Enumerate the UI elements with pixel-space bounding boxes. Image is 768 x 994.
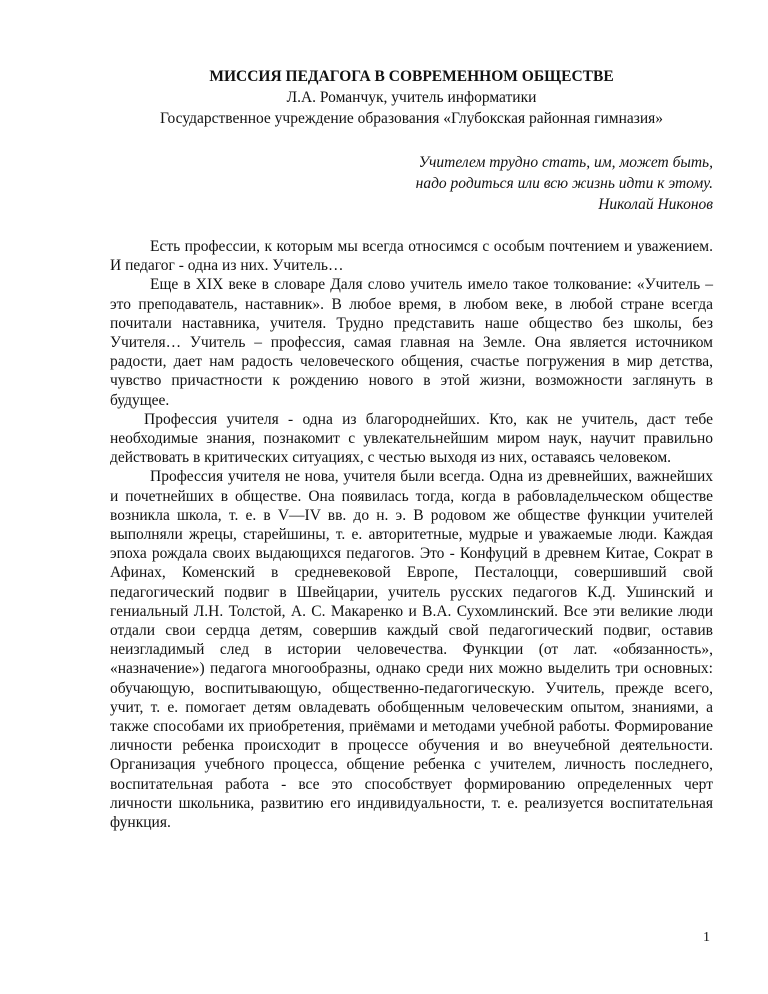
document-page <box>110 66 713 832</box>
epigraph-line: Учителем трудно стать, им, может быть, <box>418 154 713 171</box>
paragraph: Еще в XIX веке в словаре Даля слово учитель имело такое толкование: «Учитель – это преподаватель, наставник». В любое время, в любом веке, в любой стране всегда почитали наставника, учителя. Трудно представить наше общество без школы, без Учителя… Учитель – профессия, самая главная на Земле. Она является источником радости, дает нам радость человеческого общения, счастье погружения в мир детства, чувство причастности к рождению нового в этой жизни, возможности заглянуть в будущее. <box>110 276 713 409</box>
epigraph-line: надо родиться или всю жизнь идти к этому. <box>415 175 713 192</box>
epigraph-author: Николай Никонов <box>598 196 713 213</box>
document-title: МИССИЯ ПЕДАГОГА В СОВРЕМЕННОМ ОБЩЕСТВЕ <box>209 68 614 85</box>
body-text <box>110 237 713 832</box>
paragraph: Профессия учителя не нова, учителя были всегда. Одна из древнейших, важнейших и почетнейших в обществе. Она появилась тогда, когда в рабовладельческом обществе возникла школа, т. е. в V—IV вв. до н. э. В родовом же обществе функции учителей выполняли жрецы, старейшины, т. е. авторитетные, мудрые и уважаемые люди. Каждая эпоха рождала своих выдающихся педагогов. Это - Конфуций в древнем Китае, Сократ в Афинах, Коменский в средневековой Европе, Песталоцци, совершивший свой педагогический подвиг в Швейцарии, учитель русских педагогов К.Д. Ушинский и гениальный Л.Н. Толстой, А. С. Макаренко и В.А. Сухомлинский. Все эти великие люди отдали свои сердца детям, совершив каждый свой педагогический подвиг, оставив неизгладимый след в истории человечества. Функции (от лат. «обязанность», «назначение») педагога многообразны, однако среди них можно выделить три основных: обучающую, воспитывающую, общественно-педагогическую. Учитель, прежде всего, учит, т. е. помогает детям овладевать обобщенным человеческим опытом, знаниями, а также способами их приобретения, приёмами и методами учебной работы. Формирование личности ребенка происходит в процессе обучения и во внеучебной деятельности. Организация учебного процесса, общение ребенка с учителем, личность последнего, воспитательная работа - все это способствует формированию определенных черт личности школьника, развитию его индивидуальности, т. е. реализуется воспитательная функция. <box>110 468 713 832</box>
document-header <box>102 66 721 129</box>
paragraph: Профессия учителя - одна из благороднейших. Кто, как не учитель, даст тебе необходимые знания, познакомит с увлекательнейшим миром наук, научит правильно действовать в критических ситуациях, с честью выходя из них, оставаясь человеком. <box>110 410 713 467</box>
page-number: 1 <box>703 930 710 945</box>
paragraph: Есть профессии, к которым мы всегда относимся с особым почтением и уважением. И педагог - одна из них. Учитель… <box>110 238 713 275</box>
epigraph <box>110 152 713 215</box>
author-line: Л.А. Романчук, учитель информатики <box>286 89 537 106</box>
institution-line: Государственное учреждение образования «Глубокская районная гимназия» <box>159 110 664 127</box>
